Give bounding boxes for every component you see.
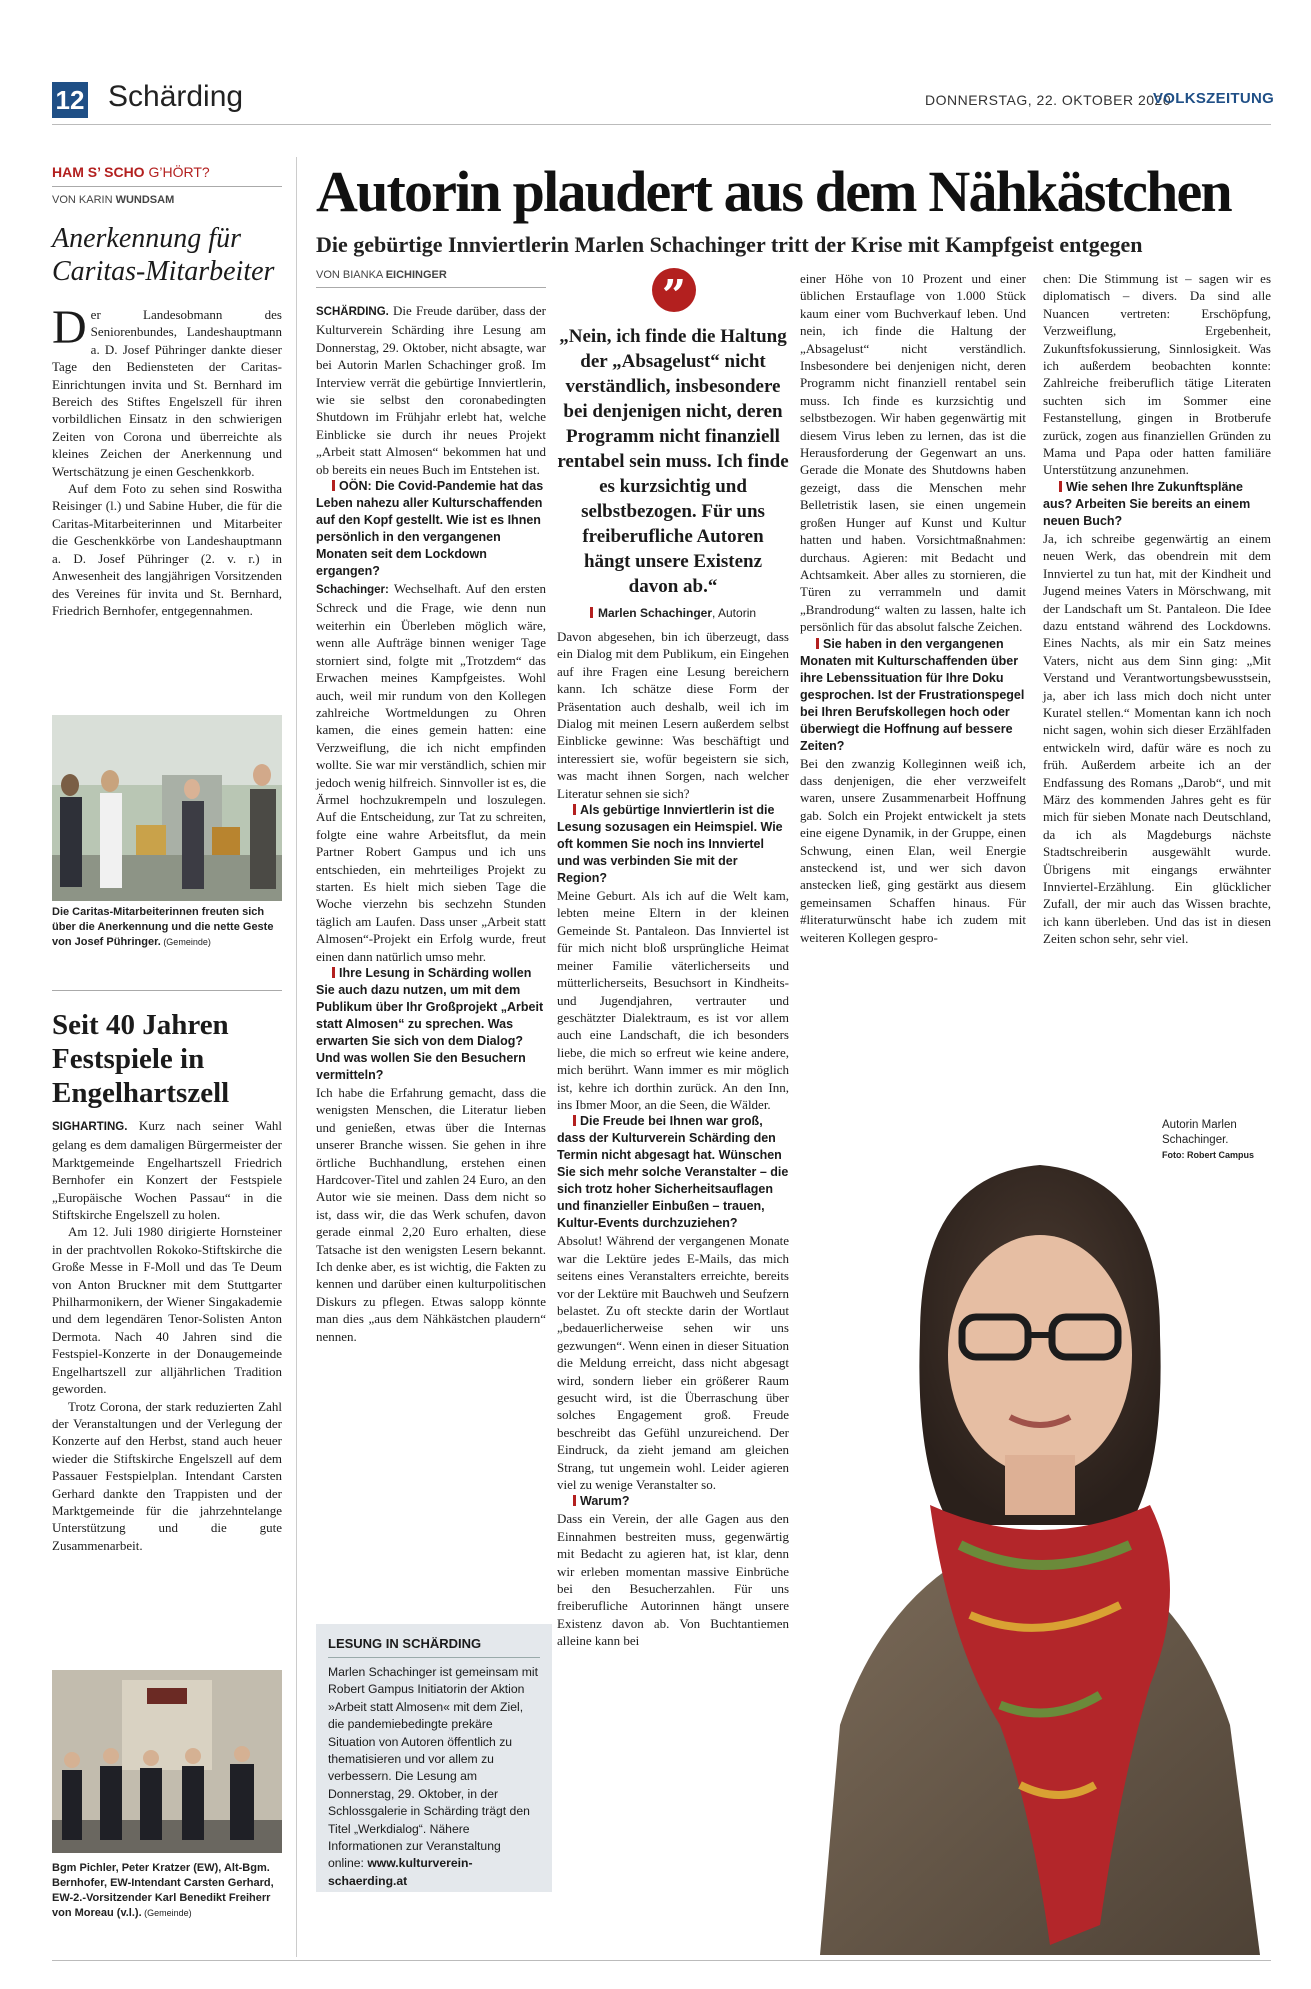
photo1-caption (52, 905, 284, 950)
left-paragraph-4: Am 12. Juli 1980 dirigierte Hornsteiner in der prachtvollen Rokoko-Stiftskirche die Große Messe in F-Moll und das Te Deum von Anton Bruckner mit dem Stuttgarter Philharmonikern, der Wiener Singakademie und dem legendären Tenor-Solisten Anton Dermota. Nach 40 Jahren sind die Festspiel-Konzerte in der Donaugemeinde Engelhartszell zur alljährlichen Tradition geworden. (52, 1224, 282, 1397)
interview-question: Als gebürtige Innviertlerin ist die Lesung sozusagen ein Heimspiel. Wie oft kommen Sie noch ins Innviertel und was verbinden Sie mit der Region? (557, 802, 789, 887)
main-column-2 (557, 628, 789, 1650)
byline-name: WUNDSAM (115, 194, 175, 206)
quote-author: Marlen Schachinger (597, 606, 712, 620)
left-headline: Anerkennung für Caritas-Mitarbeiter (52, 223, 275, 287)
section-title: Schärding (108, 80, 244, 113)
interview-answer: Ja, ich schreibe gegenwärtig an einem neuen Werk, das obendrein mit dem Innviertel zu tun hat, mit der Kindheit und Jugend meines Vaters in Mörschwang, mit der Landschaft um St. Pantaleon. Die Idee dazu entstand während des Lockdowns. Eines Nachts, als mir ein Satz meines Vaters, nicht aus dem Sinn ging: „Mit Verstand und Verantwortungsbewusstsein, ja, aber ich lass mich doch nicht unter Kuratel stellen.“ Momentan kann ich noch nicht sagen, wohin sich dieser Erzählfaden entwickeln wird, dafür wäre es noch zu früh. Außerdem arbeite ich an der Endfassung des Romans „Darob“, und mit März des kommenden Jahres geht es für mich für sieben Monate nach Deutschland, da ich als Magdeburgs nächste Stadtschreiberin ausgewählt wurde. Übrigens mit eingangs erwähnter Innviertel-Erzählung. Ein glücklicher Zufall, der mir auch das Wissen brachte, ich kann überleben. Und das ist in diesen Zeiten schon sehr, sehr viel. (1043, 530, 1271, 947)
column-divider (296, 157, 297, 1957)
caption1-source: (Gemeinde) (160, 937, 211, 947)
caption2-text: Bgm Pichler, Peter Kratzer (EW), Alt-Bgm. Bernhofer, EW-Intendant Carsten Gerhard, EW-2.-Vorsitzender Karl Benedikt Freiherr von Moreau (v.l.). (52, 1862, 274, 1919)
dropcap: D (52, 301, 87, 354)
caption2-source: (Gemeinde) (141, 1908, 192, 1918)
interview-question: Ihre Lesung in Schärding wollen Sie auch dazu nutzen, um mit dem Publikum über Ihr Großprojekt „Arbeit statt Almosen“ zu sprechen. Was erwarten Sie sich von dem Dialog? Und was wollen Sie den Besuchern vermitteln? (316, 965, 546, 1084)
interview-answer: Davon abgesehen, bin ich überzeugt, dass ein Dialog mit dem Publikum, ein Eingehen auf ihre Fragen eine Lesung bereichern kann. Ich schätze diese Form der Präsentation auch deshalb, weil ich im Dialog mit meinen Lesern außerdem selbst Einblicke gewinne: Was beschäftigt und interessiert sie, wofür begeistern sie sich, was macht ihnen Sorgen, nach welcher Literatur sehnen sie sich? (557, 629, 789, 801)
footer-divider (52, 1960, 1271, 1961)
interview-answer: Meine Geburt. Als ich auf die Welt kam, lebten meine Eltern in der kleinen Gemeinde St. Pantaleon. Das Innviertel ist für mich nicht bloß ursprüngliche Heimat meiner Familie väterlicherseits und mütterlicherseits, Besuchsort in Kindheits- und Jugendjahren, vertrauter und geschätzter Dialektraum, es ist vor allem auch eine Landschaft, die ich besonders liebe, die mich so erfreut wie keine andere, mich berührt. Wann immer es mir möglich ist, kehre ich dorthin zurück. An den Inn, ins Ibmer Moor, an die Seen, die Wälder. (557, 888, 789, 1112)
interview-question: Die Freude bei Ihnen war groß, dass der Kulturverein Schärding den Termin nicht abgesagt hat. Wünschen Sie sich mehr solche Veranstalter – die sich trotz hoher Sicherheitsauflagen und finanzieller Einbußen – trauen, Kultur-Events durchzuziehen? (557, 1114, 789, 1231)
quote-role: , Autorin (712, 606, 757, 620)
column-kicker (52, 164, 210, 180)
main-byline (316, 269, 447, 281)
left-paragraph-1: er Landesobmann des Seniorenbundes, Landeshauptmann a. D. Josef Pühringer dankte dieser Tage den Bediensteten der Caritas-Einrichtungen invita und St. Bernhard im Bereich des Stiftes Engelszell für ihren vorbildlichen Einsatz in den schwierigen Zeiten von Corona und überreichte als kleines Zeichen der Anerkennung und Wertschätzung je einen Geschenkkorb. (52, 307, 282, 479)
interview-answer: Ich habe die Erfahrung gemacht, dass die wenigsten Menschen, die Literatur lieben und genießen, etwas über die Internas unserer Branche wissen. Sie gehen in ihre örtliche Buchhandlung, erstehen einen Hardcover-Titel und zahlen 24 Euro, an den Autor wie sie meinen. Dass dem nicht so ist, dass wir, die das Werk schufen, davon gerade einmal 2,20 Euro erhalten, diese Tatsache ist den wenigsten Lesern bekannt. Ich denke aber, es ist wichtig, die Fakten zu kennen und darüber einen kulturpolitischen Diskurs zu pflegen. Etwas salopp könnte man dies „aus dem Nähkästchen plaudern“ nennen. (316, 1085, 546, 1344)
interview-question: Wie sehen Ihre Zukunftspläne aus? Arbeiten Sie bereits an einem neuen Buch? (1043, 479, 1271, 530)
portrait-source: Foto: Robert Campus (1162, 1150, 1254, 1160)
interview-answer: einer Höhe von 10 Prozent und einer üblichen Erstauflage von 1.000 Stück kaum einer vom Buchverkauf leben. Und nein, ich finde die Haltung der „Absagelust“ nicht verständlich. Insbesondere bei denjenigen nicht, deren Programm nicht finanziell rentabel sein muss. Ich finde es kurzsichtig und selbstbezogen. Wir haben gegenwärtig mit diesem Virus leben zu lernen, das ist die Herausforderung der Gegenwart an uns. Gerade die Monate des Shutdowns haben gezeigt, dass die Menschen mehr Belletristik lasen, sie einen ungemein großen Hunger auf Kunst und Kultur hatten und haben. Vorsichtmaßnahmen: durchaus. Agieren: mit Bedacht und Achtsamkeit. Aber alles zu stornieren, die Türen zu verrammeln und damit „Brandrodung“ walten zu lassen, halte ich persönlich für das absolut falsche Zeichen. (800, 271, 1026, 635)
interview-answer: Absolut! Während der vergangenen Monate war die Lektüre jedes E-Mails, das mich seitens eines Veranstalters erreichte, bereits vor der Lektüre mit Bauchweh und Seufzern belastet. Zu oft steckte darin der Wortlaut „bedauerlicherweise sehen wir uns gezwungen“. Wenn einen in dieser Situation die Meldung erreicht, dass nicht abgesagt wird, sondern lieber ein größerer Raum gesucht wird, ist die Überraschung über solches Engagement groß. Freude beschreibt das Gefühl unzureichend. Der Eindruck, da zieht jemand am gleichen Strang, tut ungemein wohl. Leider agieren viel zu wenige Veranstalter so. (557, 1233, 789, 1493)
header-divider (52, 124, 1271, 125)
left-paragraph-3: Kurz nach seiner Wahl gelang es dem damaligen Bürgermeister der Marktgemeinde Engelhartszell Friedrich Bernhofer ein Konzert der Festspiele „Europäische Wochen Passau“ in die Stiftskirche Engelszell zu holen. (52, 1118, 282, 1223)
info-box-title: LESUNG IN SCHÄRDING (328, 1636, 482, 1651)
main-byline-prefix: VON BIANKA (316, 269, 386, 281)
interview-answer: Dass ein Verein, der alle Gagen aus den Einnahmen bestreiten muss, gegenwärtig mit Bedacht zu agieren hat, ist klar, denn wir erleben momentan massive Einbrüche bei den Besucherzahlen. Für uns freiberufliche Autorinnen hängt unsere Existenz davon ab. Von Buchtantiemen alleine kann bei (557, 1511, 789, 1649)
portrait-caption (1162, 1118, 1272, 1163)
main-column-1 (316, 302, 546, 1345)
portrait-caption-text: Autorin Marlen Schachinger. (1162, 1119, 1237, 1146)
quote-mark-icon: ” (652, 268, 696, 312)
newspaper-brand: VOLKSZEITUNG (1153, 90, 1275, 107)
interview-question: Warum? (557, 1493, 789, 1510)
main-headline: Autorin plaudert aus dem Nähkästchen (316, 159, 1231, 224)
quote-bar-icon (590, 607, 593, 618)
page-number: 12 (52, 82, 88, 118)
main-column-4 (1043, 270, 1271, 948)
article2-dateline: SIGHARTING. (52, 1121, 128, 1133)
kicker-bold: HAM S’ SCHO (52, 164, 145, 180)
info-box-body: Marlen Schachinger ist gemeinsam mit Robert Gampus Initiatorin der Aktion »Arbeit statt Almosen« mit dem Ziel, die pandemiebedingte prekäre Situation von Autoren öffentlich zu thematisieren und vor allem zu verbessern. Die Lesung am Donnerstag, 29. Oktober, in der Schlossgalerie in Schärding trägt den Titel „Werkdialog“. Nähere Informationen zur Veranstaltung online: (328, 1665, 538, 1871)
interview-answer: Wechselhaft. Auf den ersten Schreck und die Frage, wie denn nun weiterhin ein Überleben möglich wäre, wenn alle Aufträge binnen weniger Tage storniert sind, folgte mit „Trotzdem“ das Erwachen meines Kampfgeistes. Wohl auch, weil mir rundum von den Kollegen zahlreiche Wortmeldungen zu Ohren kamen, die eines gemein hatten: eine Verzweiflung, die ich nicht empfinden wollte. Sie war mir verständlich, schien mir jedoch wenig hilfreich. Sinnvoller ist es, die Ärmel hochzukrempeln und loszulegen. Auf die Entscheidung, zur Tat zu schreiten, folgte eine wahre Arbeitsflut, da mein Partner Robert Gampus und ich uns entschieden, ein mehrteiliges Projekt zu starten. Es hielt mich sieben Tage die Woche vierzehn bis sechzehn Stunden täglich am Laufen. Dass unser „Arbeit statt Almosen“-Projekt ein Erfolg wurde, freut einen dann natürlich umso mehr. (316, 581, 546, 964)
kicker-divider (52, 186, 282, 187)
issue-date: DONNERSTAG, 22. OKTOBER 2020 (925, 92, 1172, 108)
main-intro: Die Freude darüber, dass der Kulturverein Schärding ihre Lesung am Donnerstag, 29. Oktober, nicht absagte, war bei Autorin Marlen Schachinger groß. Im Interview verrät die gebürtige Innviertlerin, wie sie selbst den coronabedingten Shutdown im Frühjahr erlebt hat, welche Einblicke sie durch ihr neues Projekt „Arbeit statt Almosen“ bekommen hat und ob bereits ein neues Buch im Entstehen ist. (316, 303, 546, 477)
photo2-caption (52, 1861, 284, 1921)
info-box-text (328, 1664, 540, 1890)
main-byline-name: EICHINGER (385, 269, 447, 281)
info-box-divider (328, 1657, 540, 1658)
left-headline-2: Seit 40 Jahren Festspiele in Engelhartszell (52, 1009, 230, 1109)
left-paragraph-2: Auf dem Foto zu sehen sind Roswitha Reisinger (l.) und Sabine Huber, die für die Caritas-Mitarbeiterinnen und Mitarbeiter die Geschenkkörbe von Landeshauptmann a. D. Josef Pühringer (2. v. r.) in Anwesenheit des langjährigen Vorsitzenden des Vereines für invita und St. Bernhard, Friedrich Bernhofer, entgegennahmen. (52, 481, 282, 618)
pull-quote: „Nein, ich finde die Haltung der „Absagelust“ nicht verständlich, insbesondere bei denjenigen nicht, deren Programm nicht finanziell rentabel sein muss. Ich finde es kurzsichtig und selbstbezogen. Für uns freiberufliche Autoren hängt unsere Existenz davon ab.“ (557, 326, 789, 597)
interview-question: Sie haben in den vergangenen Monaten mit Kulturschaffenden über ihre Lebenssituation für Ihre Doku gesprochen. Ist der Frustrationspegel bei Ihren Berufskollegen hoch oder überwiegt die Hoffnung auf bessere Zeiten? (800, 636, 1025, 753)
left-article-body (52, 301, 282, 619)
kicker-thin: G’HÖRT? (144, 164, 210, 180)
festival-photo (52, 1670, 282, 1853)
left-article-2-body (52, 1117, 282, 1554)
main-column-3 (800, 270, 1026, 946)
info-box-link[interactable]: www.kulturverein-schaerding.at (328, 1856, 473, 1888)
interview-question: OÖN: Die Covid-Pandemie hat das Leben nahezu aller Kulturschaffenden auf den Kopf gestellt. Wie ist es Ihnen persönlich in den vergangenen Monaten seit dem Lockdown ergangen? (316, 478, 546, 580)
caption1-text: Die Caritas-Mitarbeiterinnen freuten sich über die Anerkennung und die nette Geste von Josef Pühringer. (52, 906, 274, 948)
caritas-photo (52, 715, 282, 901)
byline-prefix: VON KARIN (52, 194, 116, 206)
main-dateline: SCHÄRDING. (316, 306, 389, 318)
interview-answer: chen: Die Stimmung ist – sagen wir es diplomatisch – divers. Da sind alle Nuancen vertreten: Erschöpfung, Verzweiflung, Ergebenheit, Zukunftsfokussierung, Sinnlosigkeit. Was ich außerdem beobachten konnte: Zahlreiche freiberuflich tätige Literaten suchten sich im Sommer eine Festanstellung, gingen in Brotberufe zurück, zogen aus finanziellen Gründen zu Mama und Papa oder hatten familiäre Unterstützung anzunehmen. (1043, 271, 1271, 478)
main-subheadline: Die gebürtige Innviertlerin Marlen Schachinger tritt der Krise mit Kampfgeist entgegen (316, 232, 1143, 257)
left-byline (52, 194, 174, 206)
author-portrait (800, 1085, 1270, 1955)
left-divider (52, 990, 282, 991)
byline-divider (316, 287, 546, 288)
interview-answer: Bei den zwanzig Kolleginnen weiß ich, dass denjenigen, die eher verzweifelt waren, unsere Zusammenarbeit Hoffnung gab. Solch ein Projekt entwickelt ja stets eine eigene Dynamik, in der Gruppe, einen Schwung, einen Elan, weil Energie ansteckend ist, und wer sich davon anstecken ließ, ging gestärkt aus diesem gemeinsamen Schaffen hinaus. Für #literaturwünscht habe ich zudem mit weiteren Kollegen gespro- (800, 755, 1026, 945)
pull-quote-attribution (557, 606, 789, 620)
left-paragraph-5: Trotz Corona, der stark reduzierten Zahl der Veranstaltungen und der Verlegung der Konzerte auf den Herbst, stand auch heuer wieder die Stiftskirche Engelszell auf dem Passauer Festspielplan. Intendant Carsten Gerhard dankte den Trappisten und der Marktgemeinde für die jahrzehntelange Unterstützung und die gute Zusammenarbeit. (52, 1398, 282, 1553)
answer-speaker: Schachinger: (316, 584, 389, 597)
